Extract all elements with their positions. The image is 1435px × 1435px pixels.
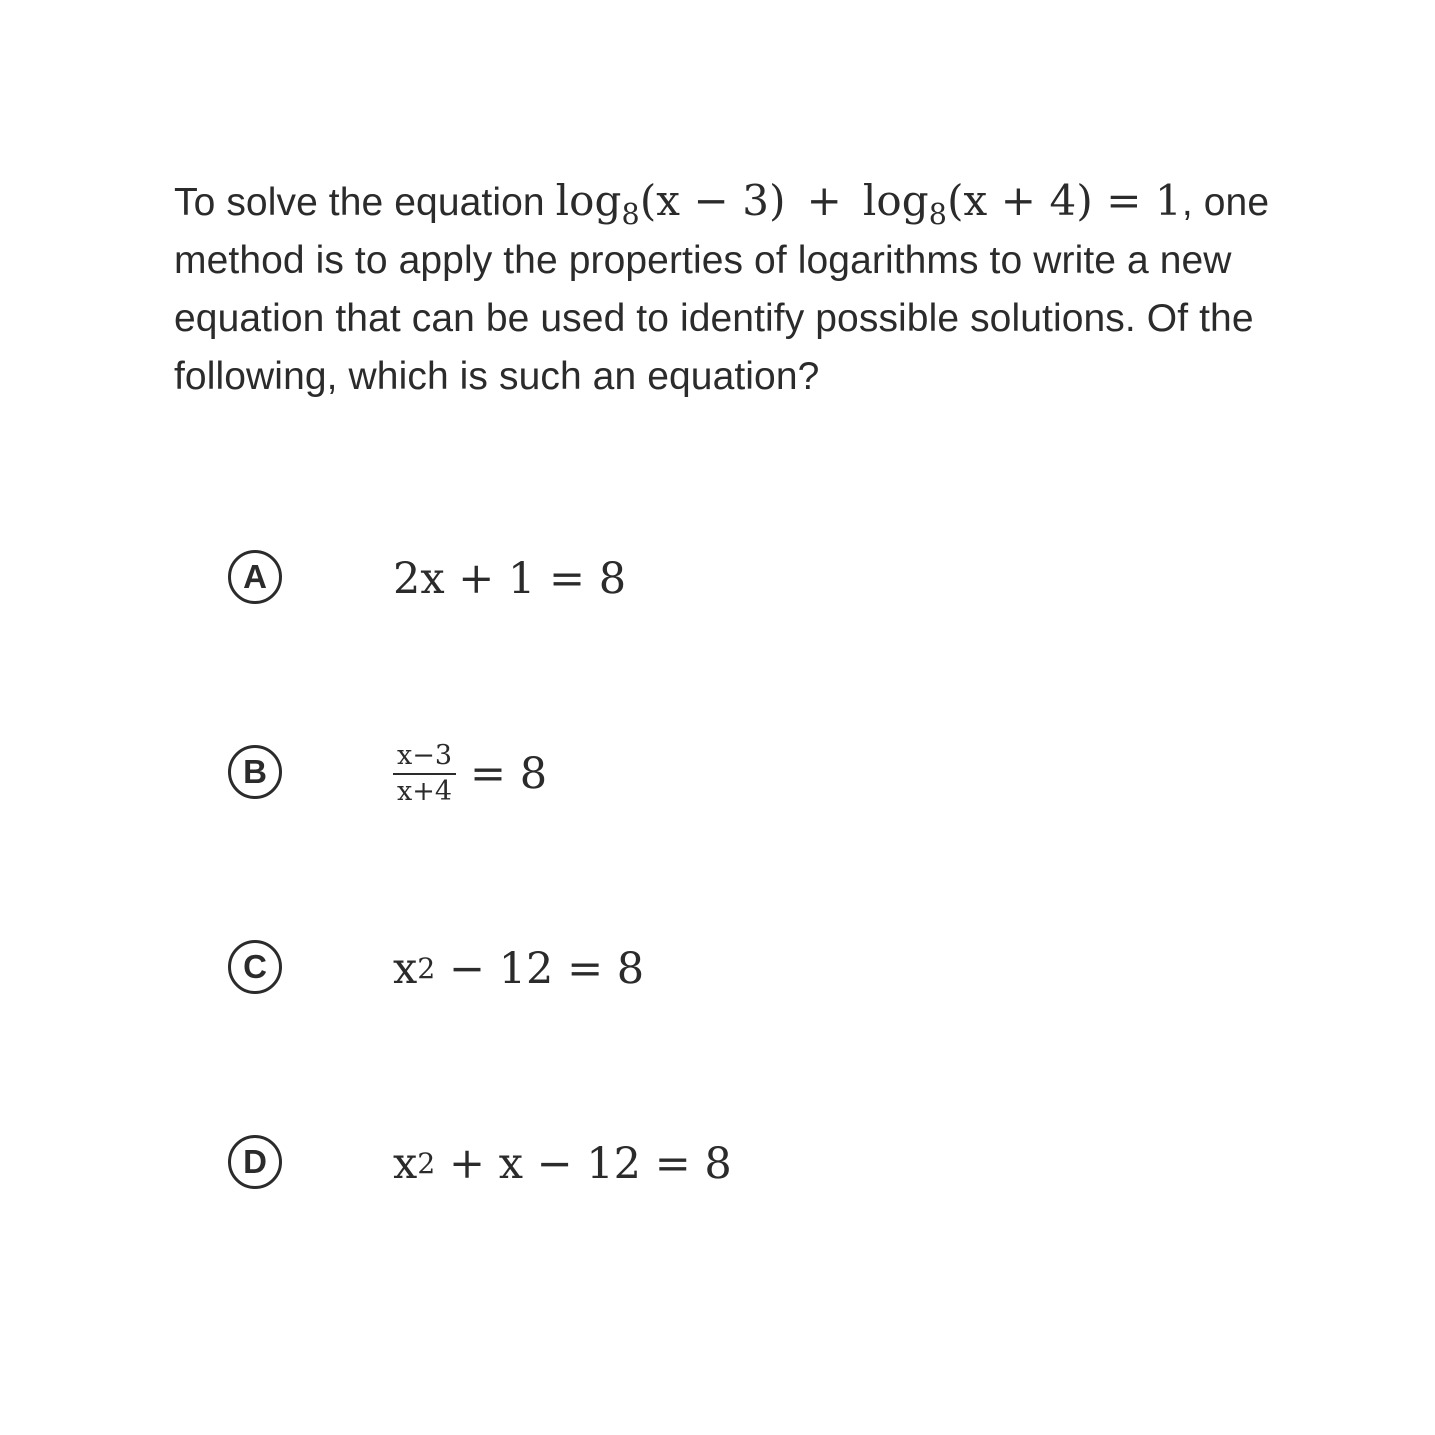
- option-letter-badge[interactable]: D: [228, 1135, 282, 1189]
- option-letter-badge[interactable]: B: [228, 745, 282, 799]
- option-expression: [393, 550, 626, 608]
- option-c-rest: − 12 = 8: [449, 944, 645, 994]
- option-letter-badge[interactable]: C: [228, 940, 282, 994]
- log-argument-2: (x + 4): [947, 176, 1093, 225]
- log-base: 8: [928, 197, 948, 232]
- question-body: one method is to apply the properties of logarithms to write a new equation that can be used to identify possible solutions. Of the following, which is such an equation?: [174, 181, 1270, 398]
- answer-option-c[interactable]: [228, 940, 1028, 1000]
- option-d-rest: + x − 12 = 8: [449, 1139, 732, 1189]
- fraction-denominator: x+4: [397, 776, 453, 807]
- answer-option-b[interactable]: [228, 740, 1028, 807]
- option-expression: [393, 740, 548, 807]
- option-expression: x 2 − 12 = 8: [393, 944, 645, 994]
- option-expression: x 2 + x − 12 = 8: [393, 1139, 732, 1189]
- log-function: log: [555, 176, 622, 225]
- answer-option-a[interactable]: [228, 550, 1028, 610]
- log-function: log: [862, 176, 929, 225]
- variable-base: x: [393, 1139, 418, 1189]
- equation-trailing-comma: ,: [1181, 181, 1193, 224]
- answer-option-d[interactable]: [228, 1135, 1028, 1195]
- question-text: [174, 172, 1284, 406]
- option-a-equation: 2x + 1 = 8: [393, 554, 627, 604]
- log-base: 8: [621, 197, 640, 232]
- question-intro: To solve the equation: [174, 181, 545, 224]
- equation-rhs: = 1: [1106, 176, 1182, 225]
- plus-operator: +: [806, 176, 842, 225]
- option-letter-badge[interactable]: A: [228, 550, 282, 604]
- fraction-numerator: x−3: [393, 741, 456, 775]
- fraction: [393, 741, 456, 807]
- log-argument-1: (x − 3): [639, 176, 786, 225]
- option-b-rhs: = 8: [470, 749, 548, 799]
- variable-base: x: [393, 944, 418, 994]
- question-equation: [555, 176, 1182, 232]
